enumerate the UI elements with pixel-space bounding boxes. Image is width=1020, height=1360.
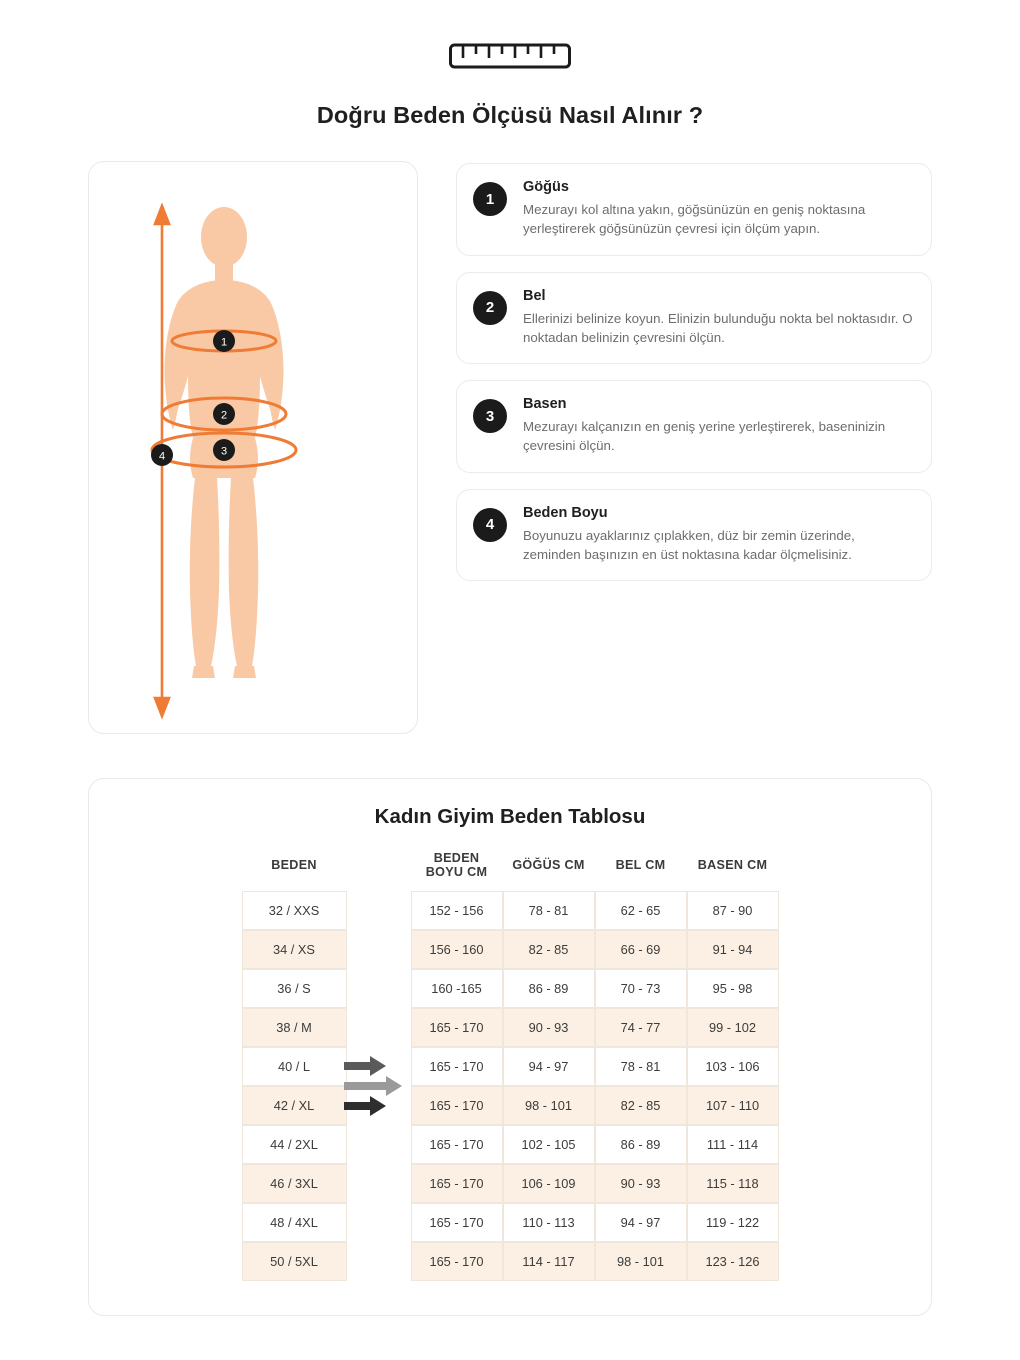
cell-gogus: 98 - 101 <box>503 1086 595 1125</box>
step-title: Göğüs <box>523 179 569 195</box>
table-row <box>242 1242 779 1281</box>
cell-spacer <box>347 969 411 1008</box>
size-table-card <box>88 778 932 1316</box>
cell-bel: 86 - 89 <box>595 1125 687 1164</box>
cell-beden-boyu: 165 - 170 <box>411 1047 503 1086</box>
arrows-icon <box>340 1054 418 1118</box>
cell-basen: 123 - 126 <box>687 1242 779 1281</box>
cell-gogus: 94 - 97 <box>503 1047 595 1086</box>
cell-gogus: 90 - 93 <box>503 1008 595 1047</box>
table-header-row <box>242 847 779 891</box>
cell-beden-boyu: 160 -165 <box>411 969 503 1008</box>
cell-spacer <box>347 1008 411 1047</box>
column-header-basen: BASEN CM <box>697 858 768 872</box>
table-row <box>242 1203 779 1242</box>
cell-beden: 44 / 2XL <box>242 1125 347 1164</box>
cell-basen: 95 - 98 <box>687 969 779 1008</box>
cell-beden: 42 / XL <box>242 1086 347 1125</box>
step-description: Ellerinizi belinize koyun. Elinizin bulunduğu nokta bel noktasıdır. O noktadan belinizin çevresini ölçün. <box>523 310 913 345</box>
cell-spacer <box>347 891 411 930</box>
arrows-decoration-cell <box>347 1047 411 1125</box>
cell-bel: 94 - 97 <box>595 1203 687 1242</box>
cell-basen: 119 - 122 <box>687 1203 779 1242</box>
cell-gogus: 82 - 85 <box>503 930 595 969</box>
cell-spacer <box>347 1164 411 1203</box>
cell-basen: 107 - 110 <box>687 1086 779 1125</box>
table-row <box>242 1008 779 1047</box>
table-row <box>242 1164 779 1203</box>
cell-beden-boyu: 165 - 170 <box>411 1164 503 1203</box>
step-description: Boyunuzu ayaklarınız çıplakken, düz bir zemin üzerinde, zeminden başınızın en üst noktasına kadar ölçmelisiniz. <box>523 527 855 562</box>
step-number-badge: 4 <box>473 508 507 542</box>
cell-spacer <box>347 1125 411 1164</box>
step-number-badge: 2 <box>473 291 507 325</box>
cell-bel: 82 - 85 <box>595 1086 687 1125</box>
cell-bel: 74 - 77 <box>595 1008 687 1047</box>
table-row <box>242 891 779 930</box>
cell-basen: 91 - 94 <box>687 930 779 969</box>
step-item-gogus <box>456 163 932 256</box>
cell-bel: 98 - 101 <box>595 1242 687 1281</box>
cell-gogus: 78 - 81 <box>503 891 595 930</box>
size-table-title: Kadın Giyim Beden Tablosu <box>374 805 646 828</box>
step-item-beden-boyu <box>456 489 932 582</box>
cell-beden: 48 / 4XL <box>242 1203 347 1242</box>
cell-basen: 87 - 90 <box>687 891 779 930</box>
header-icon-wrap <box>0 0 1020 74</box>
table-row <box>242 1086 779 1125</box>
cell-bel: 62 - 65 <box>595 891 687 930</box>
cell-spacer <box>347 1203 411 1242</box>
cell-basen: 115 - 118 <box>687 1164 779 1203</box>
marker-2: 2 <box>220 409 228 422</box>
step-description: Mezurayı kol altına yakın, göğsünüzün en geniş noktasına yerleştirerek göğsünüzün çevresi için ölçüm yapın. <box>523 202 866 237</box>
cell-beden: 36 / S <box>242 969 347 1008</box>
cell-gogus: 110 - 113 <box>503 1203 595 1242</box>
cell-beden: 34 / XS <box>242 930 347 969</box>
marker-3: 3 <box>220 445 228 458</box>
table-row <box>242 1125 779 1164</box>
cell-gogus: 102 - 105 <box>503 1125 595 1164</box>
cell-beden: 38 / M <box>242 1008 347 1047</box>
column-header-beden: BEDEN <box>271 858 317 872</box>
cell-beden: 32 / XXS <box>242 891 347 930</box>
cell-gogus: 106 - 109 <box>503 1164 595 1203</box>
cell-bel: 78 - 81 <box>595 1047 687 1086</box>
cell-basen: 103 - 106 <box>687 1047 779 1086</box>
table-row <box>242 969 779 1008</box>
cell-beden-boyu: 165 - 170 <box>411 1125 503 1164</box>
marker-4: 4 <box>158 450 166 463</box>
cell-beden-boyu: 165 - 170 <box>411 1203 503 1242</box>
table-row <box>242 1047 779 1086</box>
cell-beden: 40 / L <box>242 1047 347 1086</box>
step-number-badge: 1 <box>473 182 507 216</box>
marker-1: 1 <box>220 336 228 349</box>
ruler-icon <box>449 38 571 74</box>
cell-spacer <box>347 930 411 969</box>
cell-beden: 50 / 5XL <box>242 1242 347 1281</box>
cell-beden: 46 / 3XL <box>242 1164 347 1203</box>
cell-gogus: 114 - 117 <box>503 1242 595 1281</box>
table-row <box>242 930 779 969</box>
step-title: Basen <box>523 396 567 413</box>
step-description: Mezurayı kalçanızın en geniş yerine yerleştirerek, baseninizin çevresini ölçün. <box>523 419 886 454</box>
cell-bel: 70 - 73 <box>595 969 687 1008</box>
steps-list <box>456 161 932 581</box>
column-header-gogus: GÖĞÜS CM <box>512 858 585 872</box>
column-header-spacer <box>347 847 411 891</box>
step-title: Bel <box>523 287 546 304</box>
column-header-beden-boyu: BEDEN BOYU CM <box>425 851 488 879</box>
page-title: Doğru Beden Ölçüsü Nasıl Alınır ? <box>316 102 704 128</box>
size-table <box>242 847 779 1281</box>
column-header-bel: BEL CM <box>615 858 666 872</box>
cell-beden-boyu: 156 - 160 <box>411 930 503 969</box>
body-figure-card <box>88 161 418 734</box>
step-title: Beden Boyu <box>523 504 608 521</box>
step-number-badge: 3 <box>473 399 507 433</box>
female-body-measurement-figure <box>89 162 419 735</box>
step-item-bel <box>456 272 932 365</box>
cell-beden-boyu: 165 - 170 <box>411 1242 503 1281</box>
cell-bel: 90 - 93 <box>595 1164 687 1203</box>
cell-bel: 66 - 69 <box>595 930 687 969</box>
step-item-basen <box>456 380 932 473</box>
cell-gogus: 86 - 89 <box>503 969 595 1008</box>
cell-beden-boyu: 152 - 156 <box>411 891 503 930</box>
cell-spacer <box>347 1242 411 1281</box>
measurement-guide-section <box>0 161 1020 734</box>
cell-basen: 99 - 102 <box>687 1008 779 1047</box>
cell-beden-boyu: 165 - 170 <box>411 1008 503 1047</box>
cell-basen: 111 - 114 <box>687 1125 779 1164</box>
cell-beden-boyu: 165 - 170 <box>411 1086 503 1125</box>
